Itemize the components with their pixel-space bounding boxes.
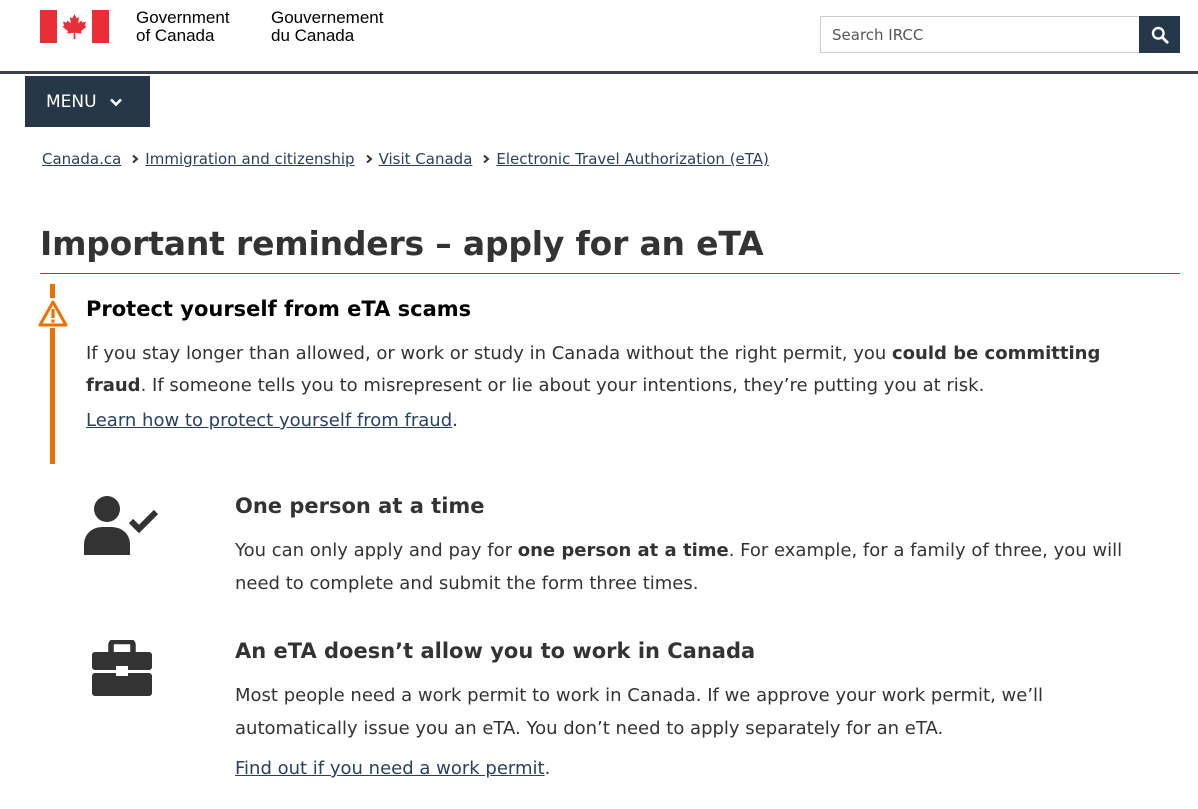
search-input[interactable] [820,16,1139,53]
chevron-right-icon [482,154,490,164]
alert-text-start: If you stay longer than allowed, or work or study in Canada without the right permit, you [86,343,893,364]
alert-text-bold: could be committing fraud [86,343,1101,396]
gov-fr-line2: du Canada [271,26,355,45]
chevron-right-icon [131,154,139,164]
alert-link-paragraph [86,410,458,431]
user-check-icon [82,493,162,558]
feature-heading-one-person: One person at a time [235,494,485,518]
gov-fr-line1: Gouvernement [271,8,384,27]
search-button[interactable] [1139,16,1180,53]
site-header [0,0,1198,74]
fraud-protection-link[interactable]: Learn how to protect yourself from fraud [86,410,453,431]
search-form [820,16,1180,53]
alert-heading: Protect yourself from eTA scams [86,297,472,321]
work-permit-link[interactable]: Find out if you need a work permit [235,758,545,779]
feature-heading-work: An eTA doesn’t allow you to work in Canada [235,639,756,663]
menu-button[interactable] [25,76,150,127]
search-icon [1151,26,1169,44]
feature-text-end: . For example, for a family of three, you will need to complete and submit the form three times. [235,540,1123,594]
briefcase-icon [88,640,156,698]
gov-en-line1: Government [136,8,230,27]
chevron-down-icon [109,97,123,107]
gouvernement-du-canada-wordmark[interactable] [271,9,383,45]
breadcrumb-item-immigration[interactable]: Immigration and citizenship [145,150,355,168]
work-permit-link-suffix: . [544,758,551,779]
alert-text-end: . If someone tells you to misrepresent or lie about your intentions, they’re putting you at risk. [140,375,985,396]
title-underline [40,273,1180,274]
work-permit-link-paragraph [235,758,550,779]
page-title: Important reminders – apply for an eTA [40,224,764,263]
government-of-canada-wordmark[interactable] [136,9,230,45]
feature-text-one-person [235,534,1165,600]
alert-text [86,338,1166,402]
gov-en-line2: of Canada [136,26,215,45]
feature-text-start: You can only apply and pay for [235,540,518,561]
feature-text-work: Most people need a work permit to work in Canada. If we approve your work permit, we’ll automatically issue you an eTA. You don’t need to apply separately for an eTA. [235,685,1044,739]
warning-icon [37,298,69,328]
breadcrumb-item-visit-canada[interactable]: Visit Canada [378,150,473,168]
breadcrumb-item-eta[interactable]: Electronic Travel Authorization (eTA) [496,150,769,168]
chevron-right-icon [365,154,373,164]
menu-label: MENU [46,91,97,112]
canada-flag-icon[interactable] [40,10,109,43]
breadcrumb-item-canada[interactable]: Canada.ca [42,150,122,168]
feature-text-bold: one person at a time [517,540,729,561]
breadcrumb [42,150,769,168]
alert-link-suffix: . [452,410,458,431]
